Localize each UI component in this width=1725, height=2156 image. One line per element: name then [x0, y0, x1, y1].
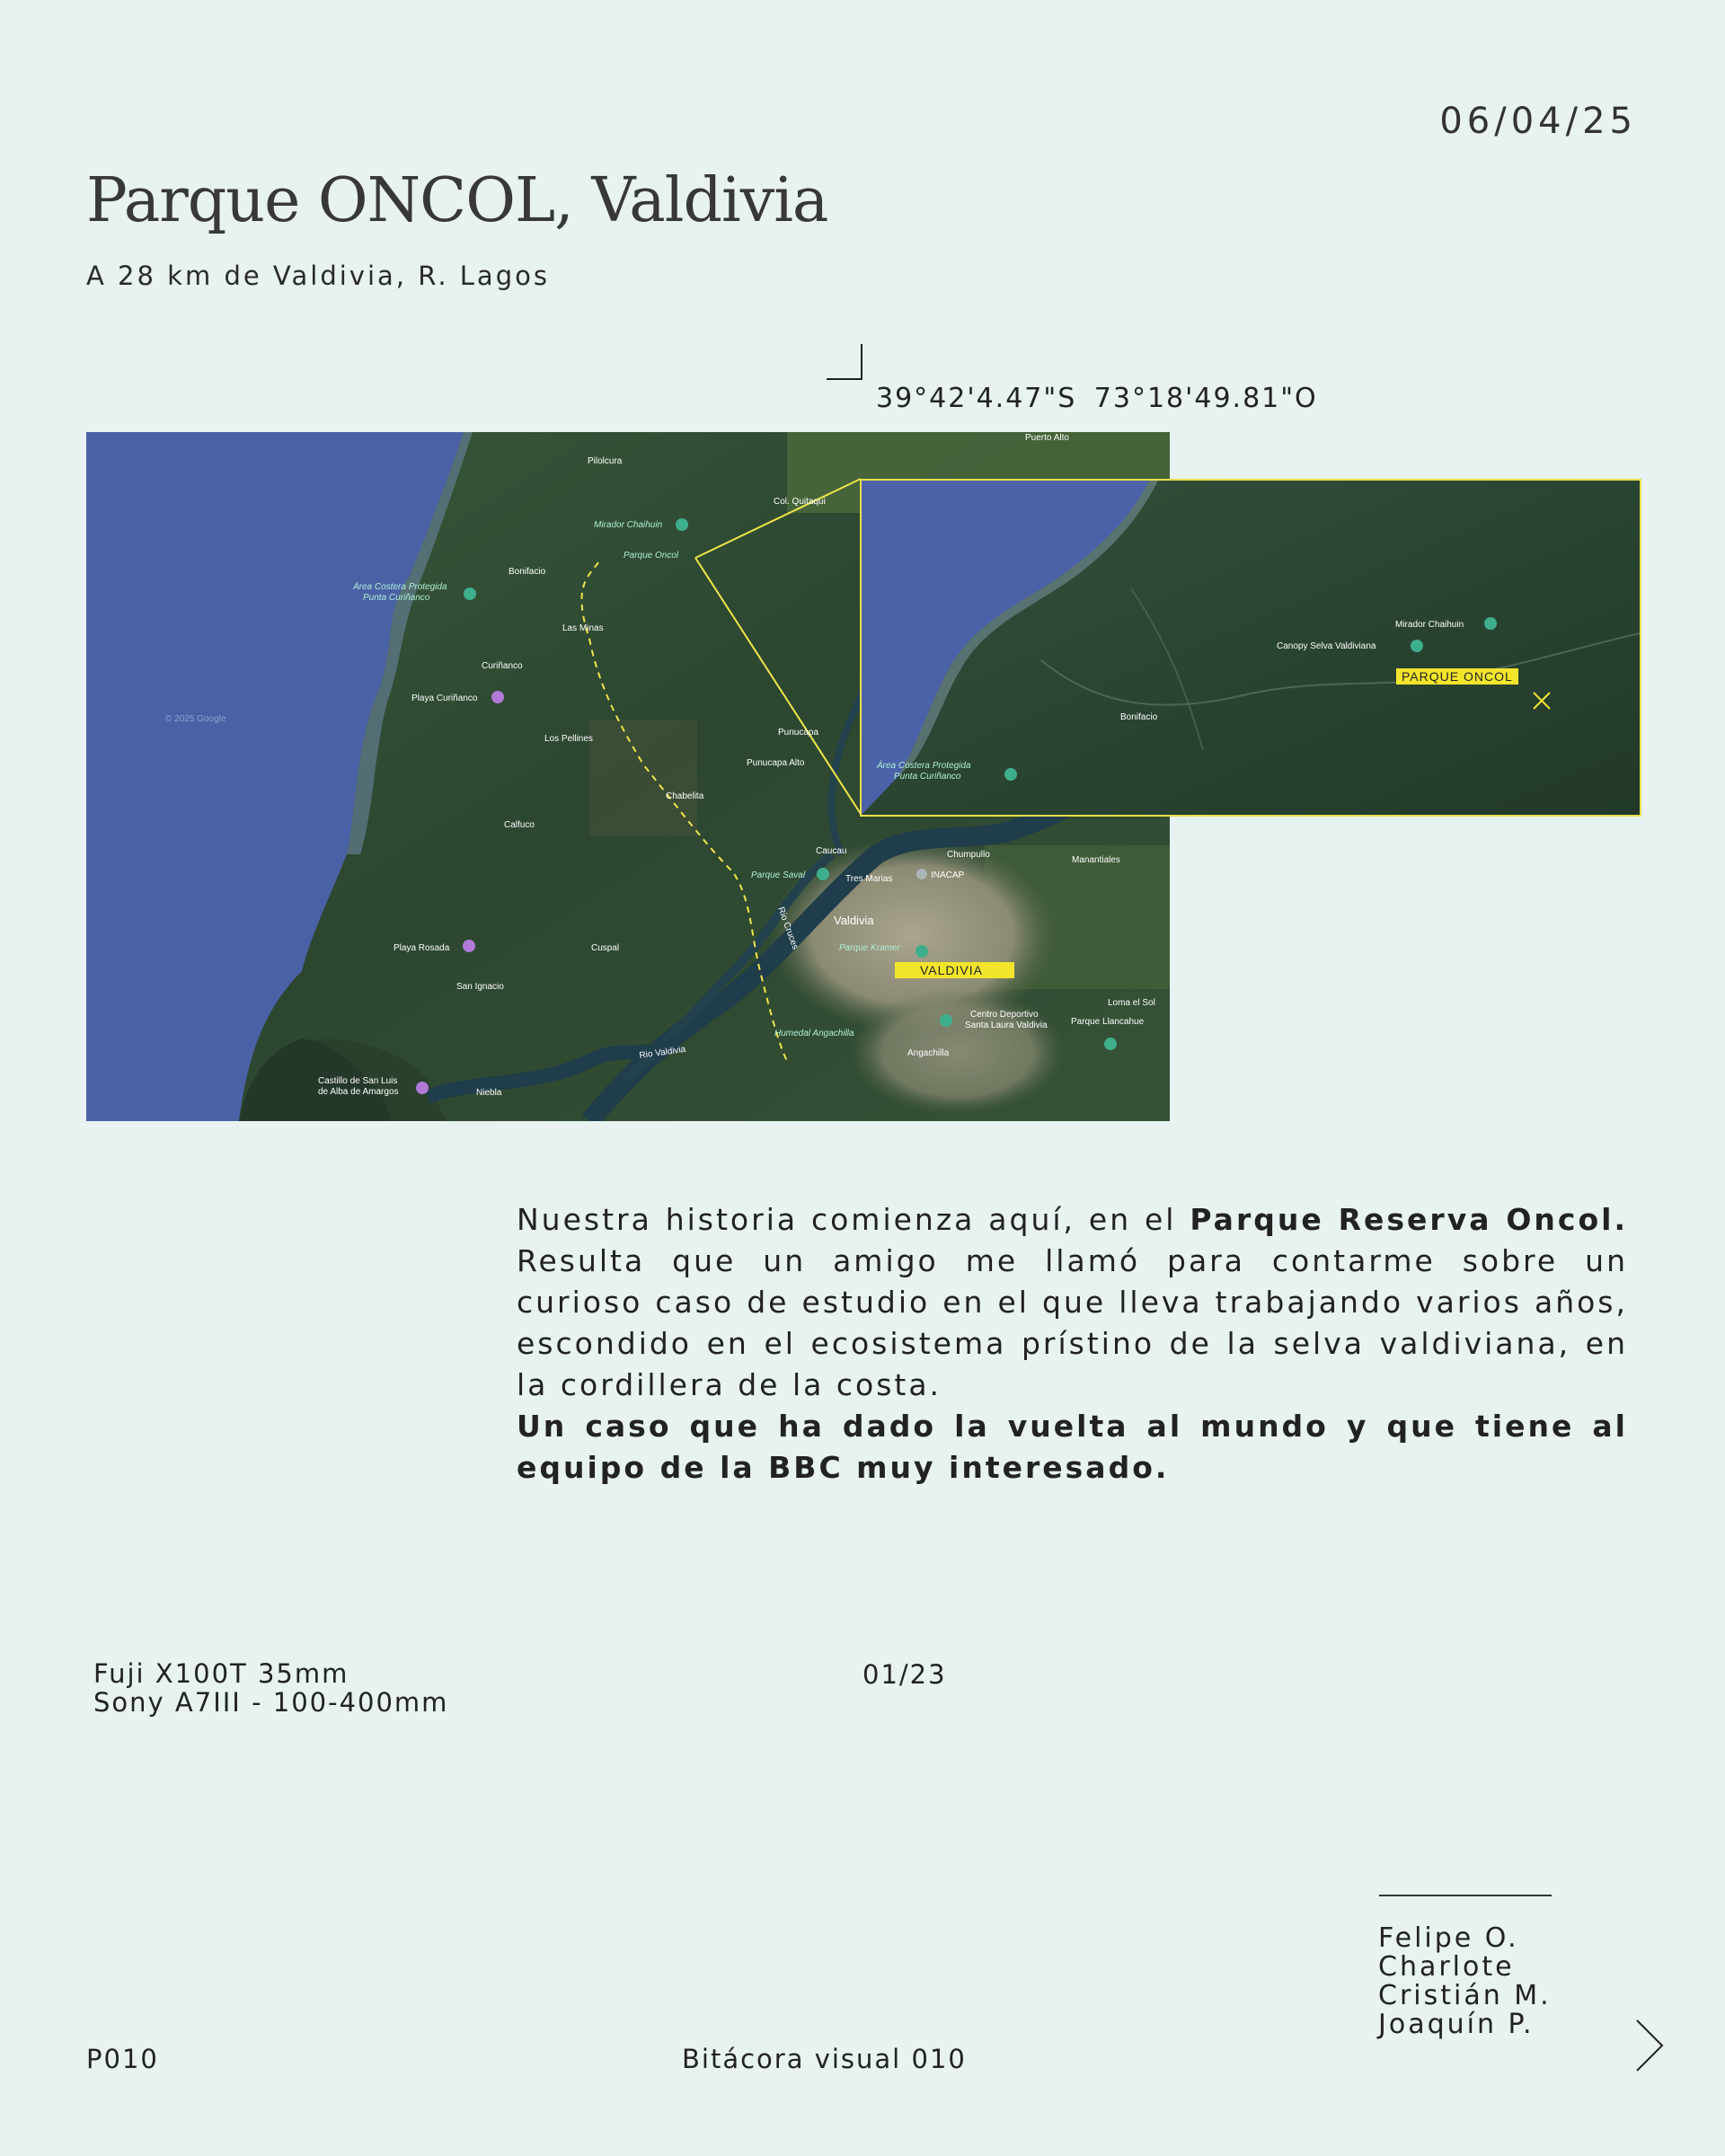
map-label: Rio Valdivia — [638, 1044, 686, 1061]
map-attribution: © 2025 Google — [165, 714, 226, 724]
map-label: Loma el Sol — [1108, 998, 1155, 1008]
map-label: Niebla — [476, 1088, 502, 1098]
map-label: Manantiales — [1072, 855, 1120, 865]
map-label: Castillo de San Luis — [318, 1076, 398, 1086]
map-label: Puerto Alto — [1025, 433, 1069, 443]
map-label: Curiñanco — [482, 661, 523, 671]
credits-list — [1378, 1924, 1552, 2039]
map-label: Cuspal — [591, 943, 620, 953]
map-label: Tres Marias — [845, 874, 893, 884]
map-label: Punucapa Alto — [747, 758, 805, 768]
series-title: Bitácora visual 010 — [682, 2044, 967, 2074]
camera-line: Fuji X100T 35mm — [93, 1658, 349, 1689]
inset-label: Bonifacio — [1120, 712, 1158, 722]
coordinates: 39°42'4.47"S 73°18'49.81"O — [876, 383, 1318, 414]
map-label: de Alba de Amargos — [318, 1087, 399, 1097]
body-highlight: Un caso que ha dado la vuelta al mundo y que tiene al equipo de la BBC muy interesado. — [517, 1409, 1628, 1485]
credit-name: Cristián M. — [1378, 1980, 1552, 2011]
map-label: Las Minas — [562, 623, 604, 633]
map-label: Humedal Angachilla — [774, 1029, 854, 1038]
camera-gear — [93, 1659, 448, 1717]
map-label: Bonifacio — [509, 567, 546, 577]
map-label: Punucapa — [778, 728, 819, 738]
map-label: Calfuco — [504, 820, 535, 830]
map-label: Angachilla — [907, 1048, 950, 1058]
inset-label: Punta Curiñanco — [894, 772, 961, 782]
inset-label: Mirador Chaihuin — [1395, 620, 1464, 630]
credit-name: Joaquín P. — [1378, 2009, 1535, 2040]
map-label: Parque Saval — [751, 870, 806, 880]
map-label: Chabelita — [666, 791, 704, 801]
map-label: Valdivia — [834, 914, 874, 927]
body-intro: Nuestra historia comienza aquí, en el — [517, 1202, 1190, 1237]
map-label: Centro Deportivo — [970, 1010, 1039, 1020]
map-inset — [860, 479, 1641, 817]
credits-divider — [1379, 1895, 1552, 1896]
map-label: Chumpullo — [947, 850, 990, 860]
corner-mark — [827, 344, 862, 380]
map-label-valdivia-highlight: VALDIVIA — [920, 963, 983, 977]
map-label: Área Costera Protegida — [353, 582, 447, 592]
map-label: Playa Curiñanco — [411, 694, 478, 703]
map-label: Playa Rosada — [394, 943, 450, 953]
map-label: Parque Oncol — [624, 551, 679, 561]
page-count: 01/23 — [862, 1659, 947, 1690]
map-label: INACAP — [931, 870, 965, 880]
map-label: Caucau — [816, 846, 847, 856]
map-label: Col. Quitaqui — [774, 497, 826, 507]
folio: P010 — [86, 2044, 159, 2074]
body-paragraph: Resulta que un amigo me llamó para contarme sobre un curioso caso de estudio en el que lleva trabajando varios años, escondido en el ecosistema prístino de la selva valdiviana, en la cordillera de la costa. — [517, 1243, 1628, 1402]
page-title: Parque ONCOL, Valdivia — [86, 165, 828, 236]
body-text — [517, 1199, 1628, 1489]
map-label: Mirador Chaihuin — [594, 520, 663, 530]
camera-line: Sony A7III - 100-400mm — [93, 1687, 449, 1718]
inset-graphic — [862, 481, 1640, 815]
inset-label-oncol: PARQUE ONCOL — [1402, 669, 1513, 684]
map-label: Parque Kramer — [839, 943, 900, 953]
map-label: Los Pellines — [544, 734, 593, 744]
credit-name: Charlote — [1378, 1951, 1515, 1983]
map-label: Pilolcura — [588, 456, 623, 466]
map-label: Punta Curiñanco — [363, 593, 430, 603]
map-label: Santa Laura Valdivia — [965, 1021, 1048, 1030]
inset-label: Canopy Selva Valdiviana — [1277, 641, 1376, 651]
map-label: Rio Cruces — [775, 906, 801, 951]
chevron-right-icon[interactable] — [1624, 2017, 1669, 2074]
page-subtitle: A 28 km de Valdivia, R. Lagos — [86, 261, 550, 291]
map-label: San Ignacio — [456, 982, 504, 992]
date: 06/04/25 — [1439, 101, 1637, 142]
inset-label: Área Costera Protegida — [877, 761, 971, 771]
park-name: Parque Reserva Oncol. — [1190, 1202, 1628, 1237]
map-label: Parque Llancahue — [1071, 1017, 1145, 1027]
credit-name: Felipe O. — [1378, 1922, 1519, 1954]
